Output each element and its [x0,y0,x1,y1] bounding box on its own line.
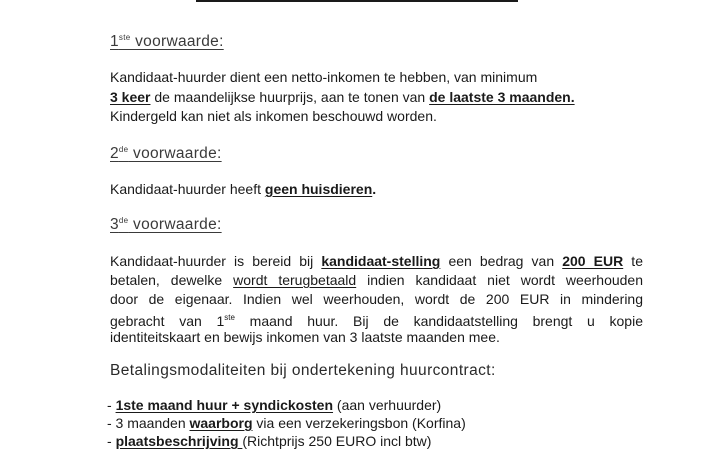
payment-item-1: - 1ste maand huur + syndickosten (aan verhuurder) [107,397,442,413]
condition-1-line-1: Kandidaat-huurder dient een netto-inkomen te hebben, van minimum [110,69,538,85]
condition-3-heading: 3de voorwaarde: [110,216,222,233]
condition-1-line-3: Kindergeld kan niet als inkomen beschouwd worden. [110,108,437,124]
payment-item-3: - plaatsbeschrijving (Richtprijs 250 EURO incl btw) [107,433,432,449]
condition-2-line-1: Kandidaat-huurder heeft geen huisdieren. [110,181,377,197]
payment-item-2: - 3 maanden waarborg via een verzekeringsbon (Korfina) [107,415,466,431]
condition-2-heading: 2de voorwaarde: [110,145,222,162]
condition-3-line-5: identiteitskaart en bewijs inkomen van 3 laatste maanden mee. [110,329,500,345]
condition-3-line-2: betalen, dewelke wordt terugbetaald indien kandidaat niet wordt weerhouden [110,272,643,288]
payment-heading: Betalingsmodaliteiten bij ondertekening huurcontract: [110,362,496,379]
top-rule [196,0,518,2]
condition-1-heading: 1ste voorwaarde: [110,33,224,50]
condition-3-line-3: door de eigenaar. Indien wel weerhouden, wordt de 200 EUR in mindering [110,291,643,307]
condition-3-line-1: Kandidaat-huurder is bereid bij kandidaat-stelling een bedrag van 200 EUR te [110,253,643,269]
condition-1-line-2: 3 keer de maandelijkse huurprijs, aan te tonen van de laatste 3 maanden. [110,89,575,105]
condition-3-line-4: gebracht van 1ste maand huur. Bij de kandidaatstelling brengt u kopie [110,313,643,329]
